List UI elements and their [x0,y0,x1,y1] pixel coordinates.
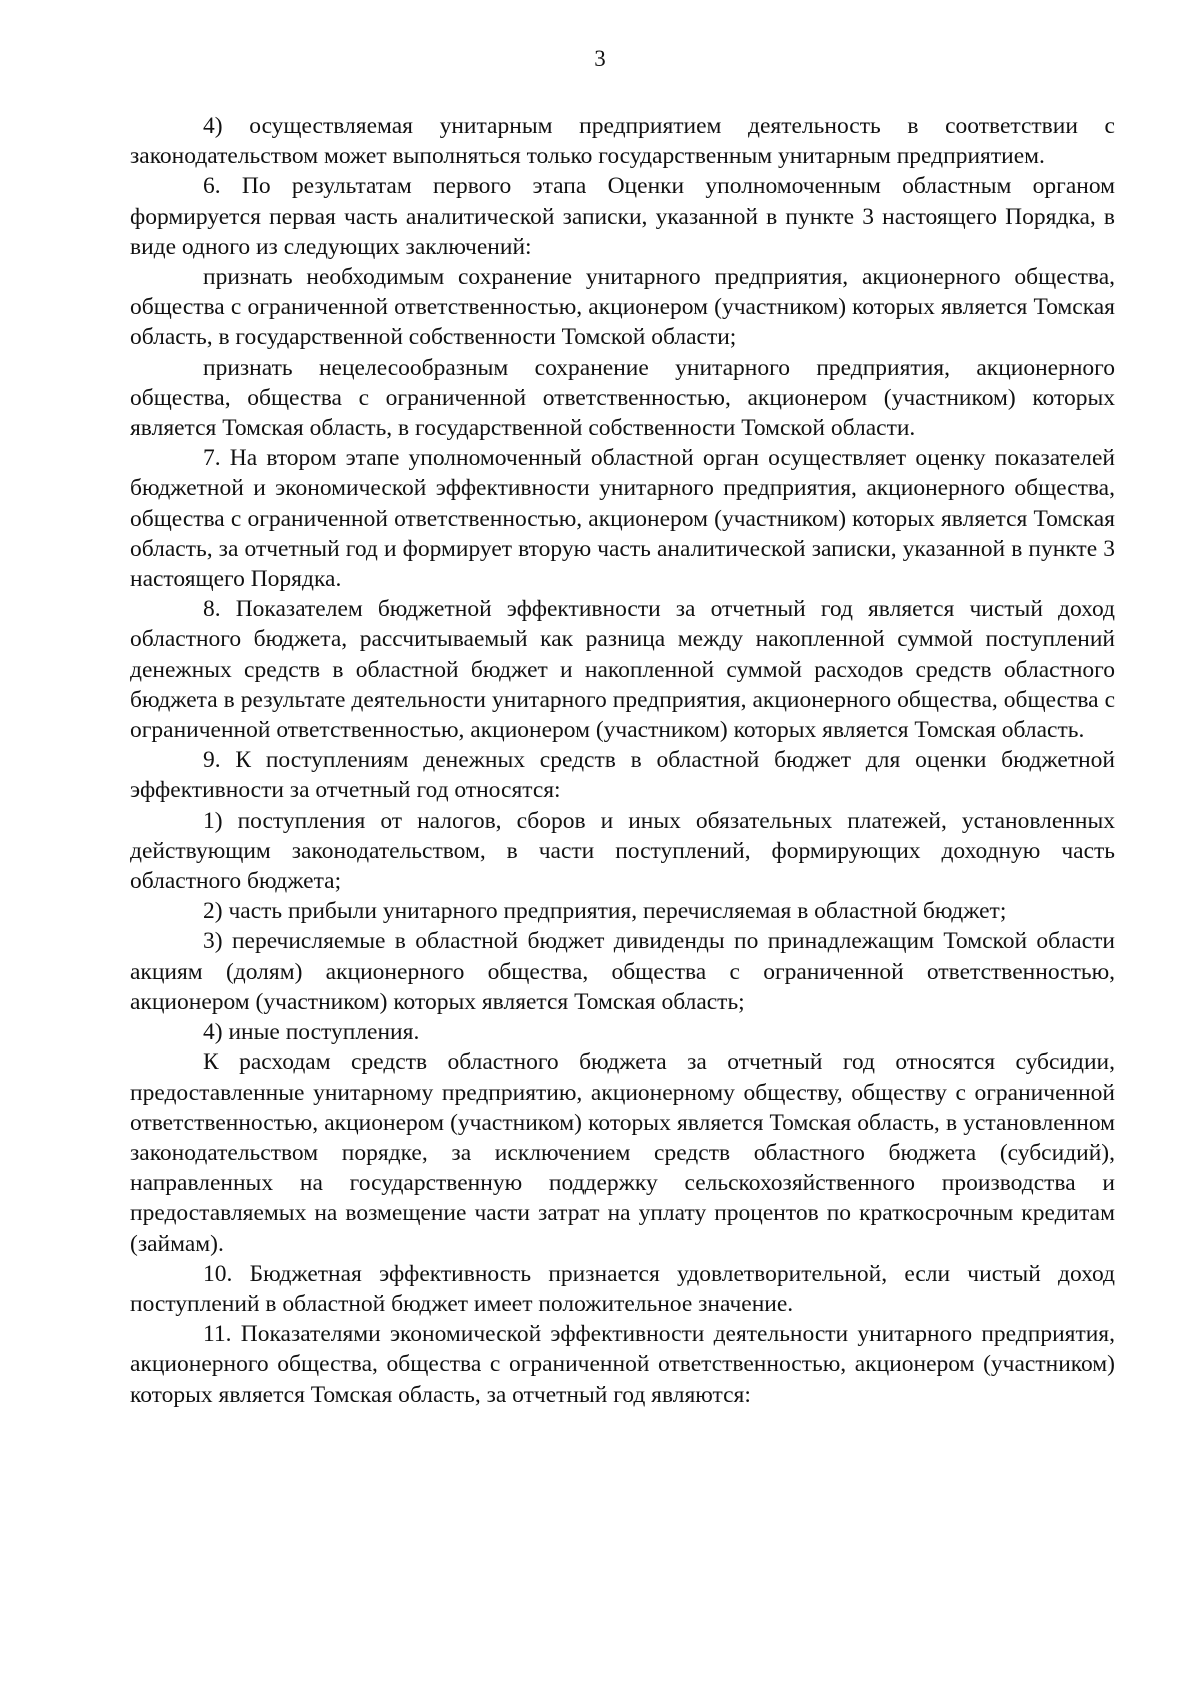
paragraph-section-8: 8. Показателем бюджетной эффективности за отчетный год является чистый доход областного бюджета, рассчитываемый как разница между накопленной суммой поступлений денежных средств в областной бюджет и накопленной суммой расходов средств областного бюджета в результате деятельности унитарного предприятия, акционерного общества, общества с ограниченной ответственностью, акционером (участником) которых является Томская область. [130,596,1115,744]
paragraph-section-7: 7. На втором этапе уполномоченный областной орган осуществляет оценку показателей бюджетной и экономической эффективности унитарного предприятия, акционерного общества, общества с ограниченной ответственностью, акционером (участником) которых является Томская область, за отчетный год и формирует вторую часть аналитической записки, указанной в пункте 3 настоящего Порядка. [130,445,1115,593]
document-body [130,111,1115,1410]
paragraph-income-3: 3) перечисляемые в областной бюджет дивиденды по принадлежащим Томской области акциям (долям) акционерного общества, общества с ограниченной ответственностью, акционером (участником) которых является Томская область; [130,928,1115,1015]
paragraph-section-10: 10. Бюджетная эффективность признается удовлетворительной, если чистый доход поступлений в областной бюджет имеет положительное значение. [130,1260,1115,1317]
paragraph-section-6: 6. По результатам первого этапа Оценки уполномоченным областным органом формируется первая часть аналитической записки, указанной в пункте 3 настоящего Порядка, в виде одного из следующих заключений: [130,173,1115,260]
paragraph-section-9: 9. К поступлениям денежных средств в областной бюджет для оценки бюджетной эффективности за отчетный год относятся: [130,747,1115,804]
paragraph-income-1: 1) поступления от налогов, сборов и иных обязательных платежей, установленных действующим законодательством, в части поступлений, формирующих доходную часть областного бюджета; [130,807,1115,895]
paragraph-income-4: 4) иные поступления. [203,1019,420,1046]
paragraph-item-4: 4) осуществляемая унитарным предприятием деятельность в соответствии с законодательством может выполняться только государственным унитарным предприятием. [130,113,1115,170]
paragraph-section-11: 11. Показателями экономической эффективности деятельности унитарного предприятия, акционерного общества, общества с ограниченной ответственностью, акционером (участником) которых является Томская область, за отчетный год являются: [130,1321,1115,1408]
paragraph-conclusion-not-keep: признать нецелесообразным сохранение унитарного предприятия, акционерного общества, общества с ограниченной ответственностью, акционером (участником) которых является Томская область, в государственной собственности Томской области. [130,354,1115,442]
page-number: 3 [594,46,606,71]
paragraph-expenses: К расходам средств областного бюджета за отчетный год относятся субсидии, предоставленные унитарному предприятию, акционерному обществу, обществу с ограниченной ответственностью, акционером (участником) которых является Томская область, в установленном законодательством порядке, за исключением средств областного бюджета (субсидий), направленных на государственную поддержку сельскохозяйственного производства и предоставляемых на возмещение части затрат на уплату процентов по краткосрочным кредитам (займам). [130,1049,1115,1257]
paragraph-income-2: 2) часть прибыли унитарного предприятия, перечисляемая в областной бюджет; [203,898,1007,925]
paragraph-conclusion-keep: признать необходимым сохранение унитарного предприятия, акционерного общества, общества с ограниченной ответственностью, акционером (участником) которых является Томская область, в государственной собственности Томской области; [130,264,1115,351]
